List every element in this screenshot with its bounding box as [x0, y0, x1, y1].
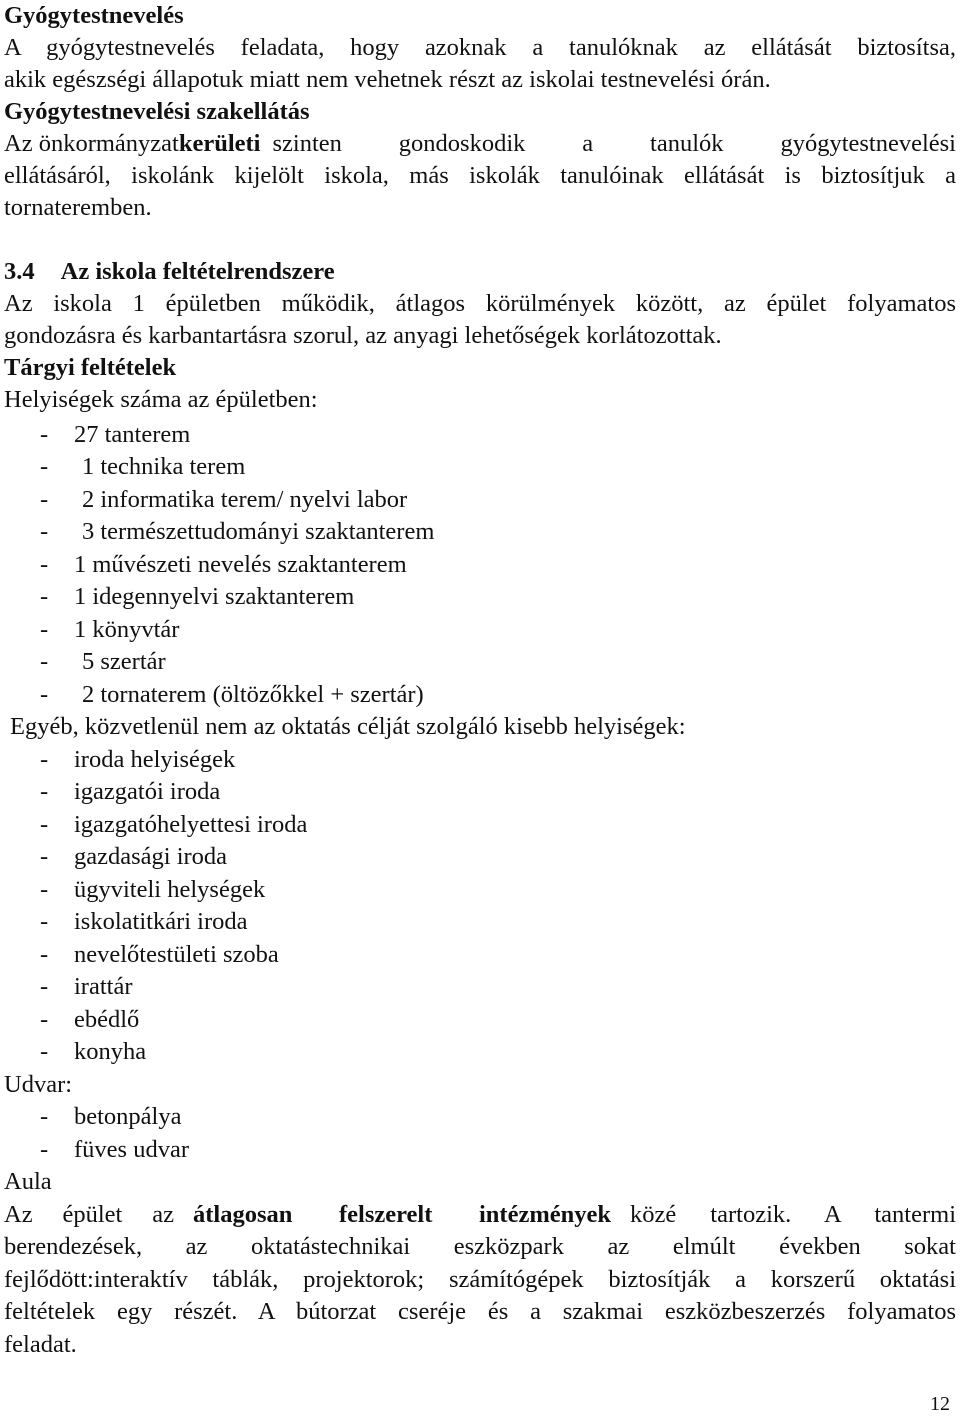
closing-line-5: feladat.: [4, 1331, 77, 1358]
szakellatas-heading: Gyógytestnevelési szakellátás: [4, 98, 310, 125]
closing-bold: átlagosan felszerelt intézmények: [193, 1201, 611, 1228]
yard-label: Udvar:: [4, 1071, 73, 1098]
section-number: 3.4: [4, 258, 35, 285]
section-title: Az iskola feltételrendszere: [60, 258, 335, 285]
szakellatas-line-2: ellátásáról, iskolánk kijelölt iskola, más iskolák tanulóinak ellátását is biztosítjuk a: [4, 162, 956, 189]
gyogytestneveles-heading: Gyógytestnevelés: [4, 2, 184, 29]
szakellatas-line-1: [4, 128, 956, 160]
closing-line-3: fejlődött:interaktív táblák, projektorok; számítógépek biztosítják a korszerű oktatási: [4, 1266, 956, 1293]
closing-text-a: Az épület az: [4, 1201, 174, 1228]
section-line-2: gondozásra és karbantartásra szorul, az anyagi lehetőségek korlátozottak.: [4, 322, 722, 349]
closing-line-1: [4, 1199, 956, 1231]
intro-line-1: A gyógytestnevelés feladata, hogy azoknak a tanulóknak az ellátását biztosítsa,: [4, 34, 956, 61]
closing-line-2: berendezések, az oktatástechnikai eszközpark az elmúlt években sokat: [4, 1233, 956, 1260]
section-line-1: Az iskola 1 épületben működik, átlagos körülmények között, az épület folyamatos: [4, 290, 956, 317]
closing-line-4: feltételek egy részét. A bútorzat cseréje és a szakmai eszközbeszerzés folyamatos: [4, 1298, 956, 1325]
szakellatas-text-b: szinten gondoskodik a tanulók gyógytestnevelési: [272, 130, 956, 157]
intro-line-2: akik egészségi állapotuk miatt nem vehetnek részt az iskolai testnevelési órán.: [4, 66, 771, 93]
targyi-heading: Tárgyi feltételek: [4, 354, 177, 381]
section-heading: [4, 256, 335, 288]
szakellatas-line-3: tornateremben.: [4, 194, 152, 221]
szakellatas-text-a: Az önkormányzat: [4, 130, 179, 157]
szakellatas-bold: kerületi: [178, 130, 261, 157]
aula-label: Aula: [4, 1168, 52, 1195]
other-rooms-label: Egyéb, közvetlenül nem az oktatás célját szolgáló kisebb helyiségek:: [10, 713, 686, 740]
rooms-label: Helyiségek száma az épületben:: [4, 386, 318, 413]
closing-text-b: közé tartozik. A tantermi: [630, 1201, 956, 1228]
document-page: Gyógytestnevelés A gyógytestnevelés feladata, hogy azoknak a tanulóknak az ellátását biztosítsa, akik egészségi állapotuk miatt nem vehetnek részt az iskolai testnevelési órán. Gyógytestnevelési szakellátás Az önkormányzat kerületi szinten gondoskodik a tanulók gyógytestnevelési ellátásáról, iskolánk kijelölt iskola, más iskolák tanulóinak ellátását is biztosítjuk a tornateremben. 3.4 Az iskola feltételrendszere Az iskola 1 épületben működik, átlagos körülmények között, az épület folyamatos gondozásra és karbantartásra szorul, az anyagi lehetőségek korlátozottak. Tárgyi feltételek Helyiségek száma az épületben: - 27 tanterem - 1 technika terem - 2 informatika terem/ nyelvi labor - 3 természettudományi szaktanterem - 1 művészeti nevelés szaktanterem - 1 idegennyelvi szaktanterem - 1 könyvtár - 5 szertár - 2 tornaterem (öltözőkkel + szertár) Egyéb, közvetlenül nem az oktatás célját szolgáló kisebb helyiségek: - iroda helyiségek - igazgatói iroda - igazgatóhelyettesi iroda - gazdasági iroda - ügyviteli helységek - iskolatitkári iroda - nevelőtestületi szoba - irattár - ebédlő - konyha Udvar: - betonpálya - füves udvar Aula Az épület az átlagosan felszerelt intézmények közé tartozik. A tantermi berendezések, az oktatástechnikai eszközpark az elmúlt években sokat fejlődött:interaktív táblák, projektorok; számítógépek biztosítják a korszerű oktatási feltételek egy részét. A bútorzat cseréje és a szakmai eszközbeszerzés folyamatos feladat. 12: [4, 2, 956, 1415]
page-number: 12: [930, 1393, 950, 1415]
